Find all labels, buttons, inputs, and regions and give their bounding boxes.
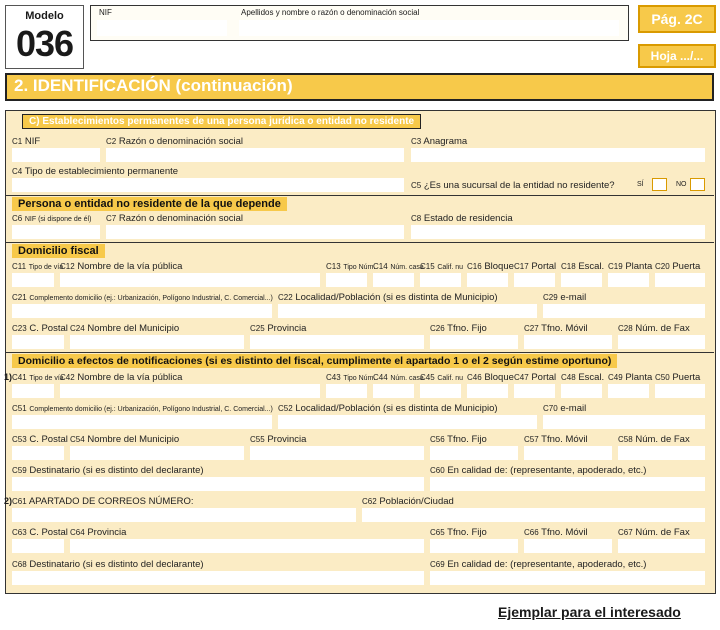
label-c45: C45 Calif. nu (420, 373, 464, 382)
separator (5, 242, 714, 243)
c61-input[interactable] (12, 508, 356, 522)
label-c65: C65 Tfno. Fijo (430, 527, 487, 538)
dependencia-title: Persona o entidad no residente de la que depende (12, 197, 287, 211)
label-c47: C47 Portal (514, 372, 557, 383)
label-c67: C67 Núm. de Fax (618, 527, 690, 538)
label-c62: C62 Población/Ciudad (362, 496, 454, 507)
c12-input[interactable] (60, 273, 320, 287)
c16-input[interactable] (467, 273, 508, 287)
c11-input[interactable] (12, 273, 54, 287)
c17-input[interactable] (514, 273, 555, 287)
label-c57: C57 Tfno. Móvil (524, 434, 588, 445)
c42-input[interactable] (60, 384, 320, 398)
c7-input[interactable] (106, 225, 404, 239)
label-c68: C68 Destinatario (si es distinto del declarante) (12, 559, 204, 570)
c14-input[interactable] (373, 273, 414, 287)
c24-input[interactable] (70, 335, 244, 349)
c27-input[interactable] (524, 335, 612, 349)
label-c50: C50 Puerta (655, 372, 701, 383)
c57-input[interactable] (524, 446, 612, 460)
footer-ejemplar: Ejemplar para el interesado (498, 604, 681, 620)
label-c22: C22 Localidad/Población (si es distinta de Municipio) (278, 292, 498, 303)
c65-input[interactable] (430, 539, 518, 553)
c59-input[interactable] (12, 477, 424, 491)
c19-input[interactable] (608, 273, 649, 287)
label-c11: C11 Tipo de vía (12, 262, 64, 271)
c43-input[interactable] (326, 384, 367, 398)
label-c51: C51 Complemento domicilio (ej.: Urbanización, Polígono Industrial, C. Comercial...) (12, 404, 273, 413)
c49-input[interactable] (608, 384, 649, 398)
label-no: NO (676, 181, 687, 188)
c29-input[interactable] (543, 304, 705, 318)
c6-input[interactable] (12, 225, 100, 239)
label-c17: C17 Portal (514, 261, 557, 272)
c26-input[interactable] (430, 335, 518, 349)
c25-input[interactable] (250, 335, 424, 349)
header-nif-box (90, 5, 629, 41)
label-c21: C21 Complemento domicilio (ej.: Urbanización, Polígono Industrial, C. Comercial...) (12, 293, 273, 302)
separator (5, 352, 714, 353)
label-c42: C42 Nombre de la vía pública (60, 372, 183, 383)
label-c12: C12 Nombre de la vía pública (60, 261, 183, 272)
label-c26: C26 Tfno. Fijo (430, 323, 487, 334)
label-c24: C24 Nombre del Municipio (70, 323, 180, 334)
c4-input[interactable] (12, 178, 404, 192)
modelo-label: Modelo (25, 10, 64, 22)
c5-no-checkbox[interactable] (690, 178, 705, 191)
mark-1: 1) (4, 372, 13, 382)
c2-input[interactable] (106, 148, 404, 162)
label-c49: C49 Planta (608, 372, 653, 383)
c45-input[interactable] (420, 384, 461, 398)
c3-input[interactable] (411, 148, 705, 162)
label-c41: C41 Tipo de vía (12, 373, 64, 382)
label-c63: C63 C. Postal (12, 527, 68, 538)
c64-input[interactable] (70, 539, 424, 553)
label-c43: C43 Tipo Núm. (326, 373, 376, 382)
c1-input[interactable] (12, 148, 100, 162)
c8-input[interactable] (411, 225, 705, 239)
c69-input[interactable] (430, 571, 705, 585)
label-c44: C44 Núm. casa (373, 373, 424, 382)
label-c15: C15 Calif. nu (420, 262, 464, 271)
label-c3: C3 Anagrama (411, 136, 468, 147)
label-c69: C69 En calidad de: (representante, apoderado, etc.) (430, 559, 647, 570)
label-c1: C1 NIF (12, 136, 41, 147)
label-c66: C66 Tfno. Móvil (524, 527, 588, 538)
label-c4: C4 Tipo de establecimiento permanente (12, 166, 179, 177)
label-c23: C23 C. Postal (12, 323, 68, 334)
label-c7: C7 Razón o denominación social (106, 213, 243, 224)
c48-input[interactable] (561, 384, 602, 398)
c66-input[interactable] (524, 539, 612, 553)
label-c6: C6 NIF (si dispone de él) (12, 214, 92, 223)
label-c54: C54 Nombre del Municipio (70, 434, 180, 445)
label-c55: C55 Provincia (250, 434, 307, 445)
label-c27: C27 Tfno. Móvil (524, 323, 588, 334)
label-c25: C25 Provincia (250, 323, 307, 334)
c21-input[interactable] (12, 304, 272, 318)
c56-input[interactable] (430, 446, 518, 460)
label-c52: C52 Localidad/Población (si es distinta de Municipio) (278, 403, 498, 414)
label-c46: C46 Bloque (467, 372, 514, 383)
c41-input[interactable] (12, 384, 54, 398)
header-nif-label: NIF (99, 8, 112, 17)
c68-input[interactable] (12, 571, 424, 585)
c63-input[interactable] (12, 539, 64, 553)
domicilio-notif-title: Domicilio a efectos de notificaciones (si es distinto del fiscal, cumplimente el apartado 1 o el 2 según estime oportuno) (12, 354, 617, 368)
label-c70: C70 e-mail (543, 403, 587, 414)
label-c48: C48 Escal. (561, 372, 605, 383)
modelo-box (5, 5, 84, 69)
c70-input[interactable] (543, 415, 705, 429)
header-nif-input[interactable] (97, 20, 227, 36)
c51-input[interactable] (12, 415, 272, 429)
label-c18: C18 Escal. (561, 261, 605, 272)
header-apellidos-input[interactable] (239, 20, 619, 36)
c55-input[interactable] (250, 446, 424, 460)
c60-input[interactable] (430, 477, 705, 491)
label-c29: C29 e-mail (543, 292, 587, 303)
label-c14: C14 Núm. casa (373, 262, 424, 271)
page-badge: Pág. 2C (638, 5, 716, 33)
c52-input[interactable] (278, 415, 537, 429)
label-c60: C60 En calidad de: (representante, apoderado, etc.) (430, 465, 647, 476)
c54-input[interactable] (70, 446, 244, 460)
c44-input[interactable] (373, 384, 414, 398)
domicilio-fiscal-title: Domicilio fiscal (12, 244, 105, 258)
c28-input[interactable] (618, 335, 705, 349)
label-c5: C5 ¿Es una sucursal de la entidad no residente? (411, 180, 615, 191)
label-c16: C16 Bloque (467, 261, 514, 272)
label-c61: C61 APARTADO DE CORREOS NÚMERO: (12, 496, 194, 507)
label-c53: C53 C. Postal (12, 434, 68, 445)
label-c28: C28 Núm. de Fax (618, 323, 690, 334)
label-c8: C8 Estado de residencia (411, 213, 513, 224)
c5-si-checkbox[interactable] (652, 178, 667, 191)
label-c20: C20 Puerta (655, 261, 701, 272)
c58-input[interactable] (618, 446, 705, 460)
c18-input[interactable] (561, 273, 602, 287)
section-c-title: C) Establecimientos permanentes de una persona jurídica o entidad no residente (22, 114, 421, 129)
label-c58: C58 Núm. de Fax (618, 434, 690, 445)
label-c2: C2 Razón o denominación social (106, 136, 243, 147)
c53-input[interactable] (12, 446, 64, 460)
label-c19: C19 Planta (608, 261, 653, 272)
c13-input[interactable] (326, 273, 367, 287)
label-c59: C59 Destinatario (si es distinto del declarante) (12, 465, 204, 476)
page-title: 2. IDENTIFICACIÓN (continuación) (14, 76, 293, 95)
c62-input[interactable] (362, 508, 705, 522)
mark-2: 2) (4, 496, 13, 506)
label-c13: C13 Tipo Núm. (326, 262, 376, 271)
label-c64: C64 Provincia (70, 527, 127, 538)
c15-input[interactable] (420, 273, 461, 287)
c23-input[interactable] (12, 335, 64, 349)
label-si: SÍ (637, 181, 644, 188)
c22-input[interactable] (278, 304, 537, 318)
header-apellidos-label: Apellidos y nombre o razón o denominación social (241, 8, 420, 17)
label-c56: C56 Tfno. Fijo (430, 434, 487, 445)
separator (5, 195, 714, 196)
c20-input[interactable] (655, 273, 705, 287)
c50-input[interactable] (655, 384, 705, 398)
modelo-number: 036 (15, 23, 74, 64)
c67-input[interactable] (618, 539, 705, 553)
hoja-badge: Hoja .../... (638, 44, 716, 68)
c47-input[interactable] (514, 384, 555, 398)
c46-input[interactable] (467, 384, 508, 398)
